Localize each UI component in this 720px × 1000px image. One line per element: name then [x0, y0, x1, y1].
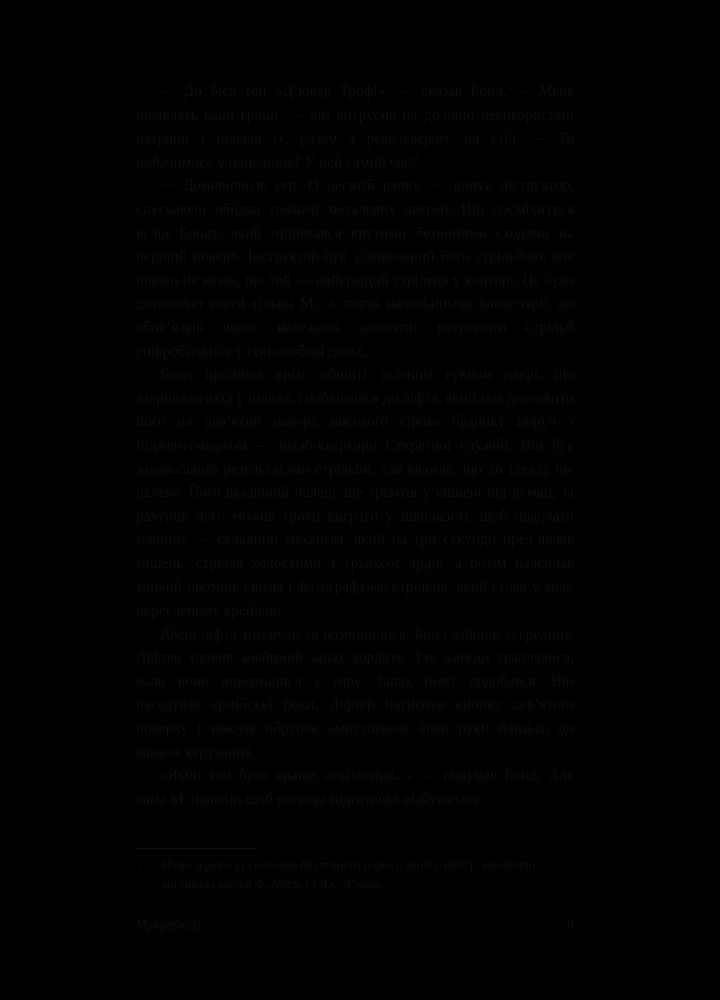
- footer-book-title: Мунрейкер: [136, 918, 201, 932]
- page-number: 9: [567, 918, 574, 932]
- footnote-text: Назва одного з різновидів бездимного пороху, який у 1889 р. винайшли англійські хіміки Ф. Абель та Дж. Дʼювар.: [162, 858, 536, 891]
- paragraph-4: Двері ліфта зімкнули та розчинилися, Бонд зайшов усередину. Ліфтер уловив знайомий запах кордиту. Так завжди траплялося, коли вони поверталися з тиру. Запах йому подобався. Він нагадував армійські роки. Ліфтер натиснув кнопку девʼятого поверху і поклав обрубок ампутованої лівої руки близько до важеля керування.: [136, 625, 574, 761]
- footnote-number: 1: [136, 858, 143, 872]
- footnote-divider: [136, 848, 256, 849]
- body-text: [136, 80, 574, 811]
- paragraph-1: — До біса той «Дʼювар Трофі», — сказав Бонд. — Мене цікавлять ваші гроші, — він витрусив на долоню невикористані патрони і поклав їх, разом з револьвером, на стіл. — То побачимось у понеділок? У цей самий час?: [136, 83, 574, 171]
- footnotes: [136, 856, 574, 893]
- paragraph-5: «Якби там було краще освітлення...» — подумав Бонд. Але сама М. наполіг, щоб вогнева підготовка відбувалася: [136, 767, 574, 808]
- running-footer: [136, 918, 574, 938]
- paragraph-2: — Домовилися, сер. О десятій ранку, — кинув інструктор, спускаючи обидва тримачі металевих дверей. Він посміхнувся вслід Бонду, який підіймався крутими бетонними сходами на перший поверх. Інструктор був задоволений його стрільбою, але ніколи не казав, що той — найкращий стрілець у конторі. Це було дозволено знати тільки М., а також начальникові канцелярії, до обовʼязків якого належало заносити результати стрільб співробітників у їхні особові досьє.: [136, 177, 574, 360]
- paragraph-3: Бонд пройшов крізь обшиті зеленим сукном двері, що закривали вхід у підвал, і наблизився до ліфта, який мав доставити його на девʼятий поверх високого сірого будинку поруч з Ріджентс-парком — штаб-квартири Секретної служби. Він був задоволений результатами стрільби, але вважав, що до ідеалу ще далеко. Його вказівний палець ще тремтів у кишені від думки, за рахунок чого можна трохи виграти у швидкості, щоб подолати машину — складний механізм, який на три секунди предʼявляв мішень, стріляв холостими з трьохсот ярдів, а потім надсилав тонкий промінь світла і фотографував стрільця, який стояв у колі, окресленому крейдою.: [136, 366, 574, 620]
- footnote: [136, 856, 574, 893]
